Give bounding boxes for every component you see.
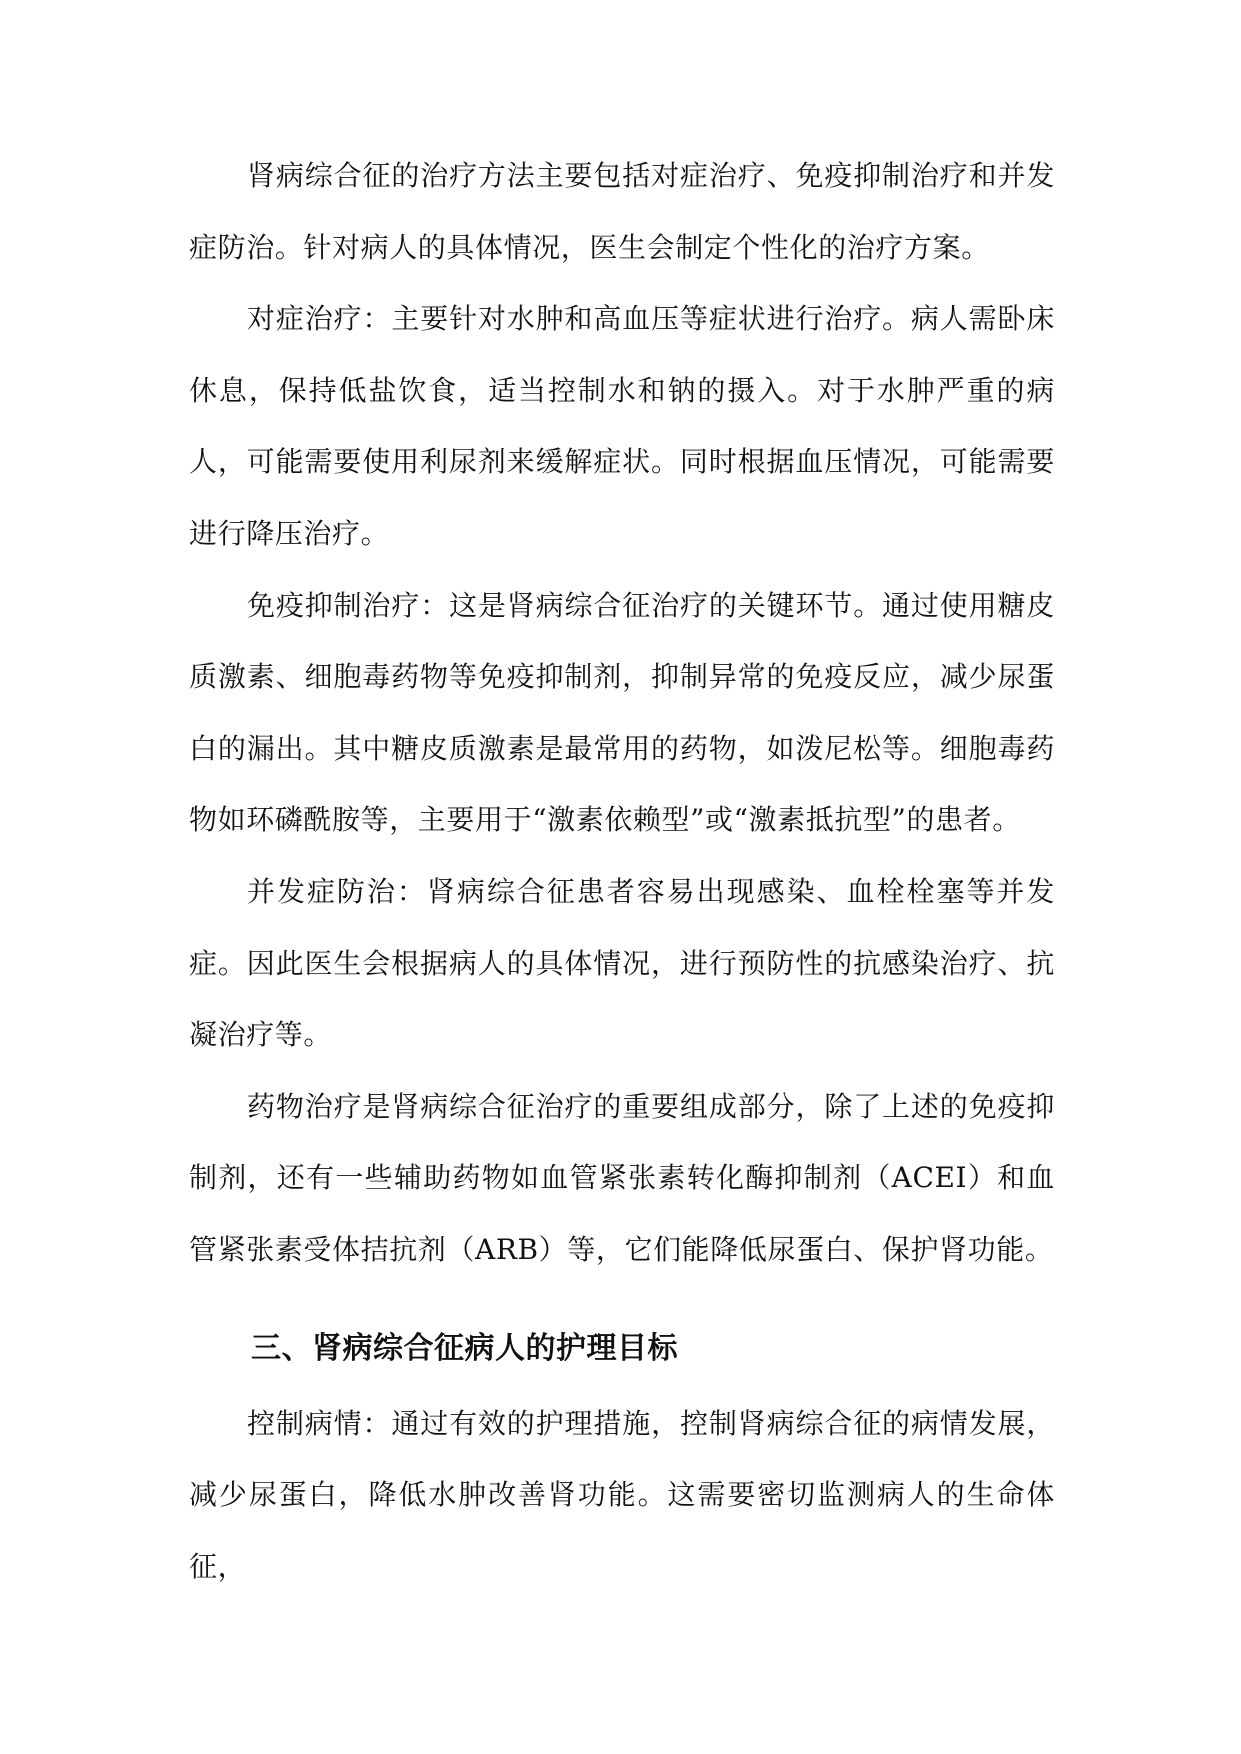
paragraph-treatment-overview: 肾病综合征的治疗方法主要包括对症治疗、免疫抑制治疗和并发症防治。针对病人的具体情况，医生会制定个性化的治疗方案。: [189, 159, 1055, 264]
paragraph-immunosuppressive-treatment: 免疫抑制治疗：这是肾病综合征治疗的关键环节。通过使用糖皮质激素、细胞毒药物等免疫抑制剂，抑制异常的免疫反应，减少尿蛋白的漏出。其中糖皮质激素是最常用的药物，如泼尼松等。细胞毒药物如环磷酰胺等，主要用于“激素依赖型”或“激素抵抗型”的患者。: [189, 588, 1055, 837]
section-heading: 三、肾病综合征病人的护理目标: [251, 1330, 678, 1366]
paragraph-complication-prevention: 并发症防治：肾病综合征患者容易出现感染、血栓栓塞等并发症。因此医生会根据病人的具体情况，进行预防性的抗感染治疗、抗凝治疗等。: [189, 874, 1055, 1052]
paragraph-symptomatic-treatment: 对症治疗：主要针对水肿和高血压等症状进行治疗。病人需卧床休息，保持低盐饮食，适当控制水和钠的摄入。对于水肿严重的病人，可能需要使用利尿剂来缓解症状。同时根据血压情况，可能需要进行降压治疗。: [189, 302, 1055, 550]
document-body: [189, 140, 1055, 1602]
paragraph-control-condition: 控制病情：通过有效的护理措施，控制肾病综合征的病情发展，减少尿蛋白，降低水肿改善肾功能。这需要密切监测病人的生命体征，: [189, 1406, 1055, 1583]
paragraph-drug-therapy: 药物治疗是肾病综合征治疗的重要组成部分，除了上述的免疫抑制剂，还有一些辅助药物如血管紧张素转化酶抑制剂（ACEI）和血管紧张素受体拮抗剂（ARB）等，它们能降低尿蛋白、保护肾功能。: [189, 1089, 1055, 1266]
